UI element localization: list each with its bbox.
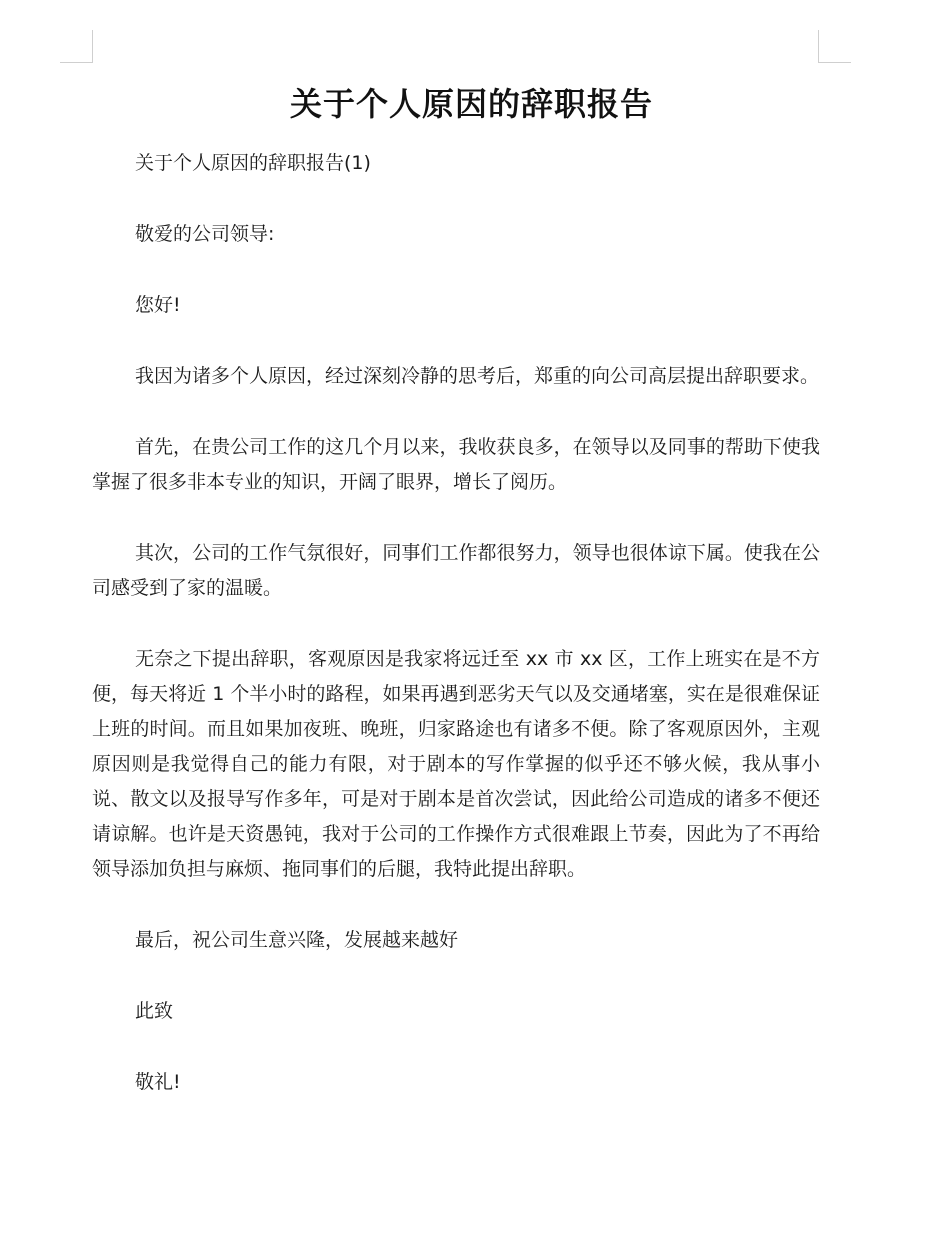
document-body — [92, 146, 820, 1136]
paragraph-closing-wish: 最后，祝公司生意兴隆，发展越来越好 — [135, 929, 459, 951]
paragraph-greeting: 您好! — [135, 294, 181, 316]
paragraph-subtitle: 关于个人原因的辞职报告(1) — [135, 152, 371, 174]
document-title: 关于个人原因的辞职报告 — [289, 85, 653, 123]
paragraph-second: 其次，公司的工作气氛很好，同事们工作都很努力，领导也很体谅下属。使我在公司感受到了家的温暖。 — [92, 542, 820, 599]
top-left-margin-marker — [60, 30, 93, 63]
paragraph-intro: 我因为诸多个人原因，经过深刻冷静的思考后，郑重的向公司高层提出辞职要求。 — [135, 365, 820, 387]
paragraph-salutation: 敬爱的公司领导: — [135, 223, 275, 245]
paragraph-first: 首先，在贵公司工作的这几个月以来，我收获良多，在领导以及同事的帮助下使我掌握了很多非本专业的知识，开阔了眼界，增长了阅历。 — [92, 436, 820, 493]
paragraph-reasons: 无奈之下提出辞职，客观原因是我家将远迁至 xx 市 xx 区，工作上班实在是不方便，每天将近 1 个半小时的路程，如果再遇到恶劣天气以及交通堵塞，实在是很难保证上班的时间。而且如果加夜班、晚班，归家路途也有诸多不便。除了客观原因外，主观原因则是我觉得自己的能力有限，对于剧本的写作掌握的似乎还不够火候，我从事小说、散文以及报导写作多年，可是对于剧本是首次尝试，因此给公司造成的诸多不便还请谅解。也许是天资愚钝，我对于公司的工作操作方式很难跟上节奏，因此为了不再给领导添加负担与麻烦、拖同事们的后腿，我特此提出辞职。 — [92, 648, 820, 880]
paragraph-jingli: 敬礼! — [135, 1071, 181, 1093]
paragraph-cizhi: 此致 — [135, 1000, 174, 1022]
top-right-margin-marker — [818, 30, 851, 63]
